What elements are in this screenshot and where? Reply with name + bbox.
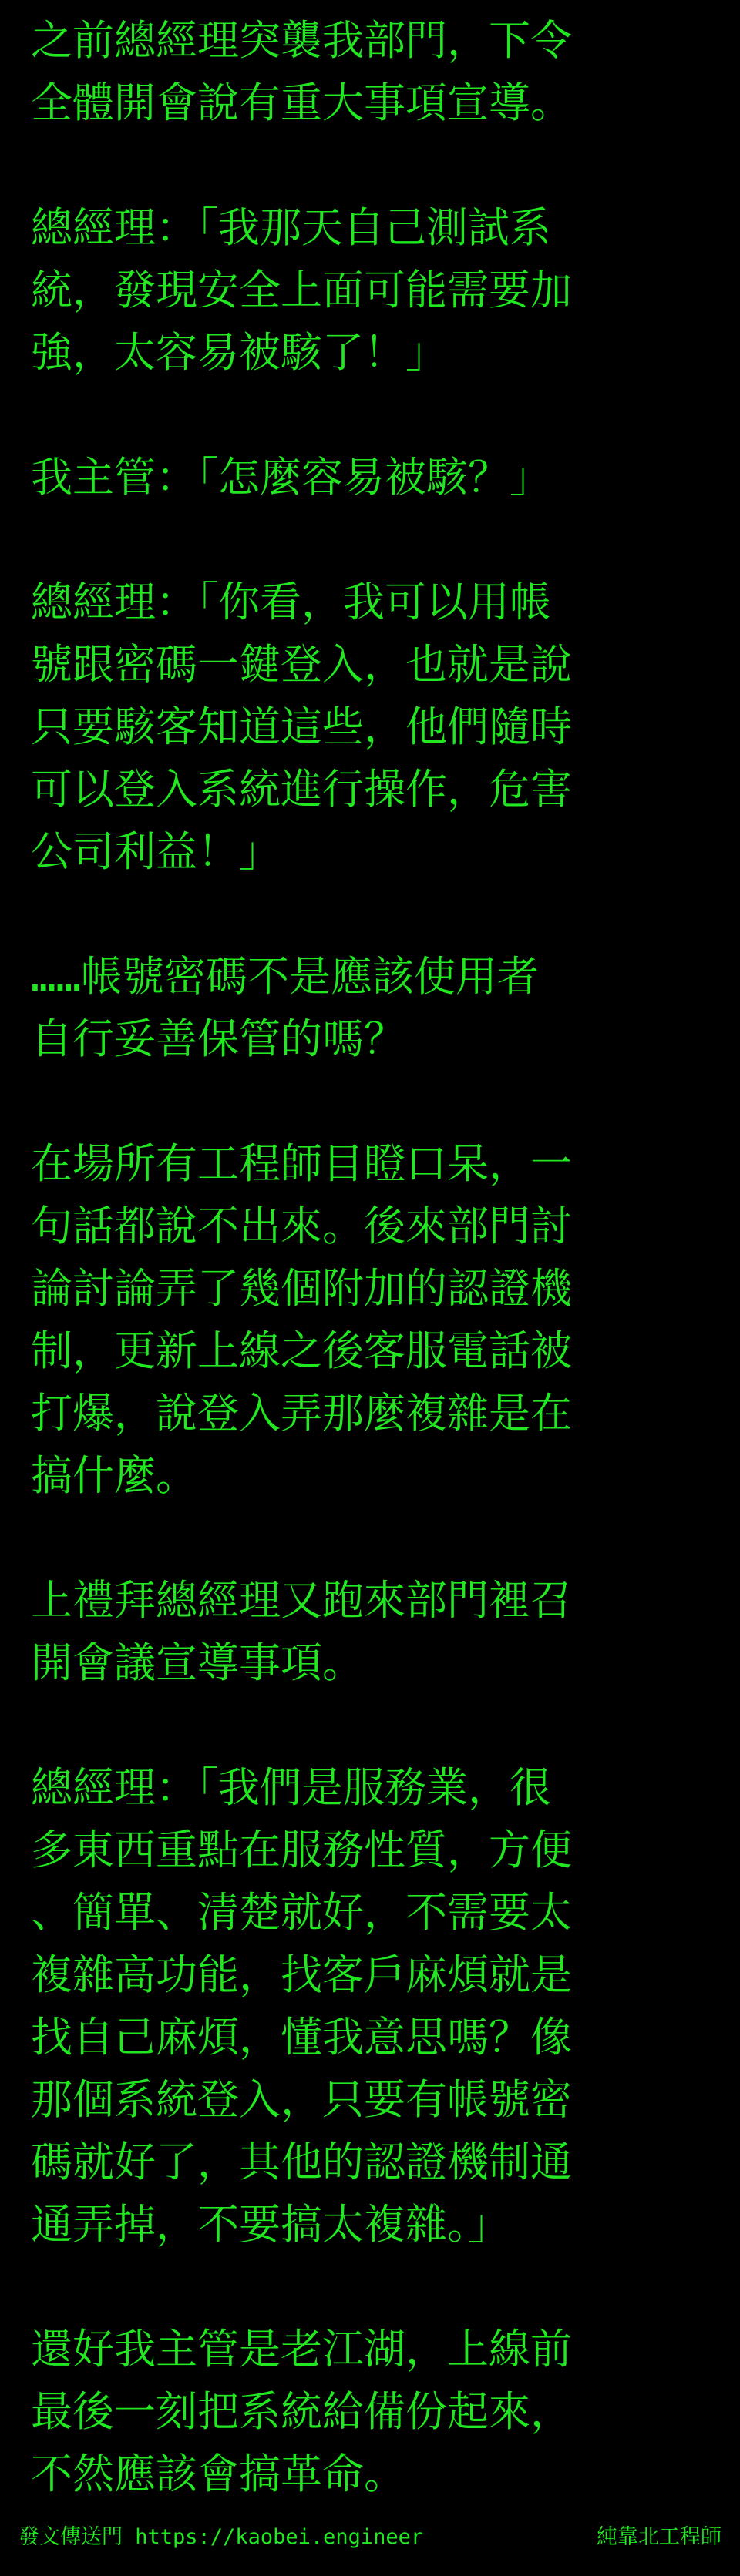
paragraph-9: 還好我主管是老江湖，上線前 最後一刻把系統給備份起來， 不然應該會搞革命。 <box>31 2325 572 2498</box>
paragraph-2: 總經理：「我那天自己測試系 統，發現安全上面可能需要加 強，太容易被駭了！」 <box>31 203 572 377</box>
paragraph-8: 總經理：「我們是服務業，很 多東西重點在服務性質，方便 、簡單、清楚就好，不需要太 複雜高功能，找客戶麻煩就是 找自己麻煩，懂我意思嗎？像 那個系統登入，只要有帳號密 碼就好了，其他的認證機制通 通弄掉，不要搞太複雜。」 <box>31 1763 572 2249</box>
footer-brand: 純靠北工程師 <box>597 2525 722 2549</box>
paragraph-3: 我主管：「怎麼容易被駭？」 <box>31 453 551 501</box>
paragraph-4: 總經理：「你看，我可以用帳 號跟密碼一鍵登入，也就是說 只要駭客知道這些，他們隨時 可以登入系統進行操作，危害 公司利益！」 <box>31 578 572 876</box>
footer <box>18 2522 722 2553</box>
post-body <box>31 9 709 2568</box>
paragraph-1: 之前總經理突襲我部門，下令 全體開會說有重大事項宣導。 <box>31 16 572 127</box>
footer-url-link[interactable]: https://kaobei.engineer <box>135 2525 424 2549</box>
paragraph-5: ……帳號密碼不是應該使用者 自行妥善保管的嗎？ <box>31 952 540 1063</box>
footer-left <box>18 2522 423 2553</box>
paragraph-7: 上禮拜總經理又跑來部門裡召 開會議宣導事項。 <box>31 1576 572 1687</box>
footer-portal-label: 發文傳送門 <box>18 2525 123 2549</box>
paragraph-6: 在場所有工程師目瞪口呆，一 句話都說不出來。後來部門討 論討論弄了幾個附加的認證機 制，更新上線之後客服電話被 打爆，說登入弄那麼複雜是在 搞什麼。 <box>31 1139 572 1500</box>
